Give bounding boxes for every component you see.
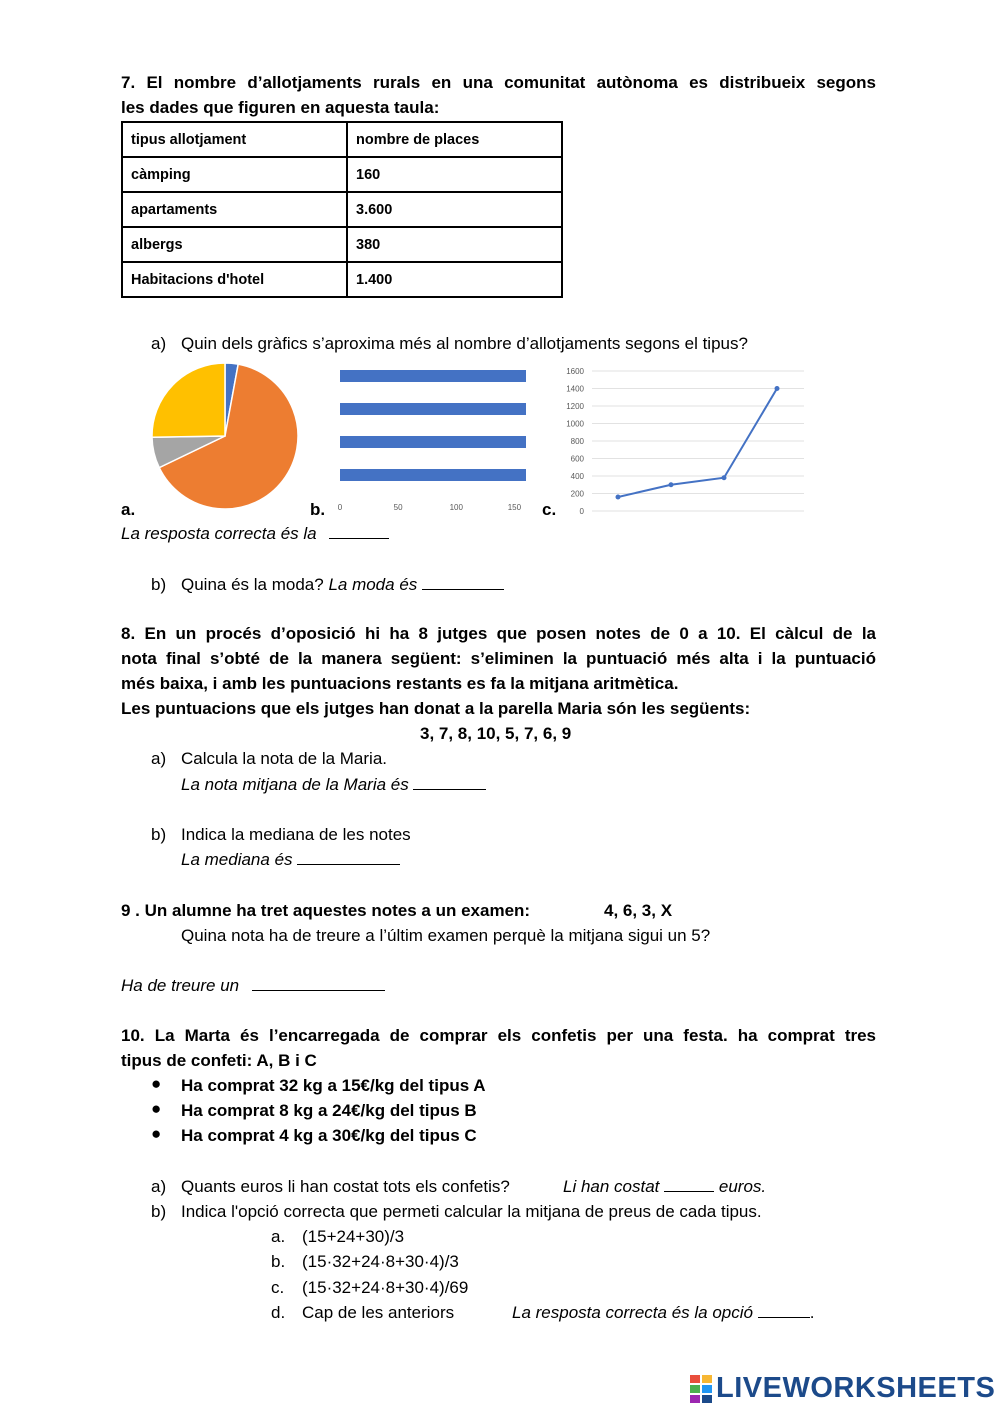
q10b-answer-line: La resposta correcta és la opció . bbox=[512, 1300, 814, 1325]
q10-bullet: Ha comprat 32 kg a 15€/kg del tipus A bbox=[181, 1076, 486, 1095]
line-chart bbox=[560, 362, 810, 518]
liveworksheets-brand: LIVEWORKSHEETS bbox=[716, 1372, 996, 1404]
q7a-question: Quin dels gràfics s’aproxima més al nombre d’allotjaments segons el tipus? bbox=[181, 334, 748, 353]
table-cell: albergs bbox=[122, 227, 347, 262]
table-cell: Habitacions d'hotel bbox=[122, 262, 347, 297]
y-tick-label: 1400 bbox=[566, 384, 584, 394]
q10a-marker: a) bbox=[151, 1177, 167, 1196]
data-point bbox=[722, 475, 727, 480]
table-cell: càmping bbox=[122, 157, 347, 192]
bullet-icon: ● bbox=[151, 1124, 162, 1143]
data-point bbox=[775, 386, 780, 391]
bar-chart bbox=[330, 362, 535, 516]
q8a-question: Calcula la nota de la Maria. bbox=[181, 749, 388, 768]
q8-title-line3: més baixa, i amb les puntuacions restants es fa la mitjana aritmètica. bbox=[121, 674, 679, 693]
y-tick-label: 1200 bbox=[566, 402, 584, 411]
x-tick-label: 50 bbox=[393, 503, 403, 512]
chart-label-c: c. bbox=[542, 500, 557, 519]
y-tick-label: 0 bbox=[579, 507, 584, 516]
q8a-marker: a) bbox=[151, 749, 167, 768]
q9-grades: 4, 6, 3, X bbox=[604, 901, 673, 920]
q10b-answer-blank[interactable] bbox=[758, 1300, 810, 1318]
q7b-answer-blank[interactable] bbox=[422, 572, 504, 590]
q7b-marker: b) bbox=[151, 575, 167, 594]
table-cell: 3.600 bbox=[347, 192, 562, 227]
q7a-marker: a) bbox=[151, 334, 167, 353]
table-cell: apartaments bbox=[122, 192, 347, 227]
q7-title-line1: 7. El nombre d’allotjaments rurals en una comunitat autònoma es distribueix segons bbox=[121, 73, 876, 92]
table-cell: 380 bbox=[347, 227, 562, 262]
q9-question: Quina nota ha de treure a l’últim examen perquè la mitjana sigui un 5? bbox=[181, 926, 711, 945]
bullet-icon: ● bbox=[151, 1099, 162, 1118]
q8b-answer-blank[interactable] bbox=[297, 847, 400, 865]
pie-chart bbox=[148, 360, 302, 512]
data-point bbox=[669, 482, 674, 487]
q10a-answer-line bbox=[563, 1174, 766, 1199]
q10-title-line1: 10. La Marta és l’encarregada de comprar els confetis per una festa. ha comprat tres bbox=[121, 1026, 876, 1045]
q8-title-line2: nota final s’obté de la manera següent: s’eliminen la puntuació més alta i la puntuació bbox=[121, 649, 876, 668]
q8b-answer-line bbox=[181, 847, 400, 872]
x-tick-label: 100 bbox=[449, 503, 463, 512]
chart-label-b: b. bbox=[310, 500, 326, 519]
q8a-answer-line bbox=[181, 772, 486, 797]
option-text: Cap de les anteriors bbox=[302, 1303, 455, 1322]
q10-title-line2: tipus de confeti: A, B i C bbox=[121, 1051, 317, 1070]
option-text: (15+24+30)/3 bbox=[302, 1227, 405, 1246]
x-tick-label: 150 bbox=[507, 503, 522, 512]
liveworksheets-logo-icon bbox=[690, 1370, 714, 1406]
q9-answer-blank[interactable] bbox=[252, 973, 385, 991]
data-point bbox=[616, 495, 621, 500]
y-tick-label: 200 bbox=[570, 489, 584, 499]
table-header-cell: nombre de places bbox=[347, 122, 562, 157]
q8b-answer-label: La mediana és bbox=[181, 850, 293, 869]
option-marker: d. bbox=[271, 1303, 286, 1322]
q10a-question: Quants euros li han costat tots els confetis? bbox=[181, 1177, 510, 1196]
y-tick-label: 1000 bbox=[566, 419, 584, 429]
bar bbox=[340, 469, 526, 481]
q10a-answer-label: Li han costat bbox=[563, 1177, 660, 1196]
bar bbox=[340, 370, 526, 382]
y-tick-label: 400 bbox=[570, 472, 584, 481]
q9-title: 9 . Un alumne ha tret aquestes notes a un examen: bbox=[121, 901, 531, 920]
q7a-answer-blank[interactable] bbox=[329, 521, 389, 539]
q10a-answer-blank[interactable] bbox=[664, 1174, 714, 1192]
q10a-answer-unit: euros. bbox=[718, 1177, 767, 1196]
pie-slice bbox=[152, 363, 225, 437]
q8-title-line1: 8. En un procés d’oposició hi ha 8 jutges que posen notes de 0 a 10. El càlcul de la bbox=[121, 624, 876, 643]
q8a-answer-blank[interactable] bbox=[413, 772, 486, 790]
q10-bullet: Ha comprat 8 kg a 24€/kg del tipus B bbox=[181, 1101, 477, 1120]
y-tick-label: 800 bbox=[570, 437, 584, 446]
option-marker: b. bbox=[271, 1252, 286, 1271]
q8a-answer-label: La nota mitjana de la Maria és bbox=[181, 775, 409, 794]
y-tick-label: 600 bbox=[570, 454, 584, 464]
option-marker: c. bbox=[271, 1278, 285, 1297]
q8b-marker: b) bbox=[151, 825, 167, 844]
q10b-answer-label: La resposta correcta és la opció bbox=[512, 1303, 753, 1322]
q8-scores: 3, 7, 8, 10, 5, 7, 6, 9 bbox=[420, 724, 572, 743]
q7b-answer-label: La moda és bbox=[328, 575, 418, 594]
table-row bbox=[122, 192, 562, 227]
option-marker: a. bbox=[271, 1227, 286, 1246]
bullet-icon: ● bbox=[151, 1074, 162, 1093]
q7b-question: Quina és la moda? bbox=[181, 575, 324, 594]
q8b-question: Indica la mediana de les notes bbox=[181, 825, 411, 844]
option-text: (15·32+24·8+30·4)/69 bbox=[302, 1278, 469, 1297]
option-text: (15·32+24·8+30·4)/3 bbox=[302, 1252, 459, 1271]
x-tick-label: 0 bbox=[337, 503, 343, 512]
q7b-line bbox=[181, 572, 504, 597]
table-row bbox=[122, 227, 562, 262]
table-cell: 1.400 bbox=[347, 262, 562, 297]
accommodation-table bbox=[121, 121, 563, 298]
table-cell: 160 bbox=[347, 157, 562, 192]
q7a-answer-label: La resposta correcta és la bbox=[121, 524, 317, 543]
table-row bbox=[122, 157, 562, 192]
bar bbox=[340, 436, 526, 448]
y-tick-label: 1600 bbox=[566, 367, 584, 376]
q10b-marker: b) bbox=[151, 1202, 167, 1221]
q7a-answer-line bbox=[121, 521, 389, 546]
q8-title-line4: Les puntuacions que els jutges han donat a la parella Maria són les següents: bbox=[121, 699, 751, 718]
q10-bullet: Ha comprat 4 kg a 30€/kg del tipus C bbox=[181, 1126, 477, 1145]
q7-title-line2: les dades que figuren en aquesta taula: bbox=[121, 98, 440, 117]
series-line bbox=[618, 389, 777, 498]
table-row bbox=[122, 262, 562, 297]
chart-label-a: a. bbox=[121, 500, 136, 519]
q10b-question: Indica l'opció correcta que permeti calcular la mitjana de preus de cada tipus. bbox=[181, 1202, 762, 1221]
q9-answer-label: Ha de treure un bbox=[121, 976, 240, 995]
bar bbox=[340, 403, 526, 415]
q9-answer-line bbox=[121, 973, 385, 998]
table-header-row bbox=[122, 122, 562, 157]
table-header-cell: tipus allotjament bbox=[122, 122, 347, 157]
